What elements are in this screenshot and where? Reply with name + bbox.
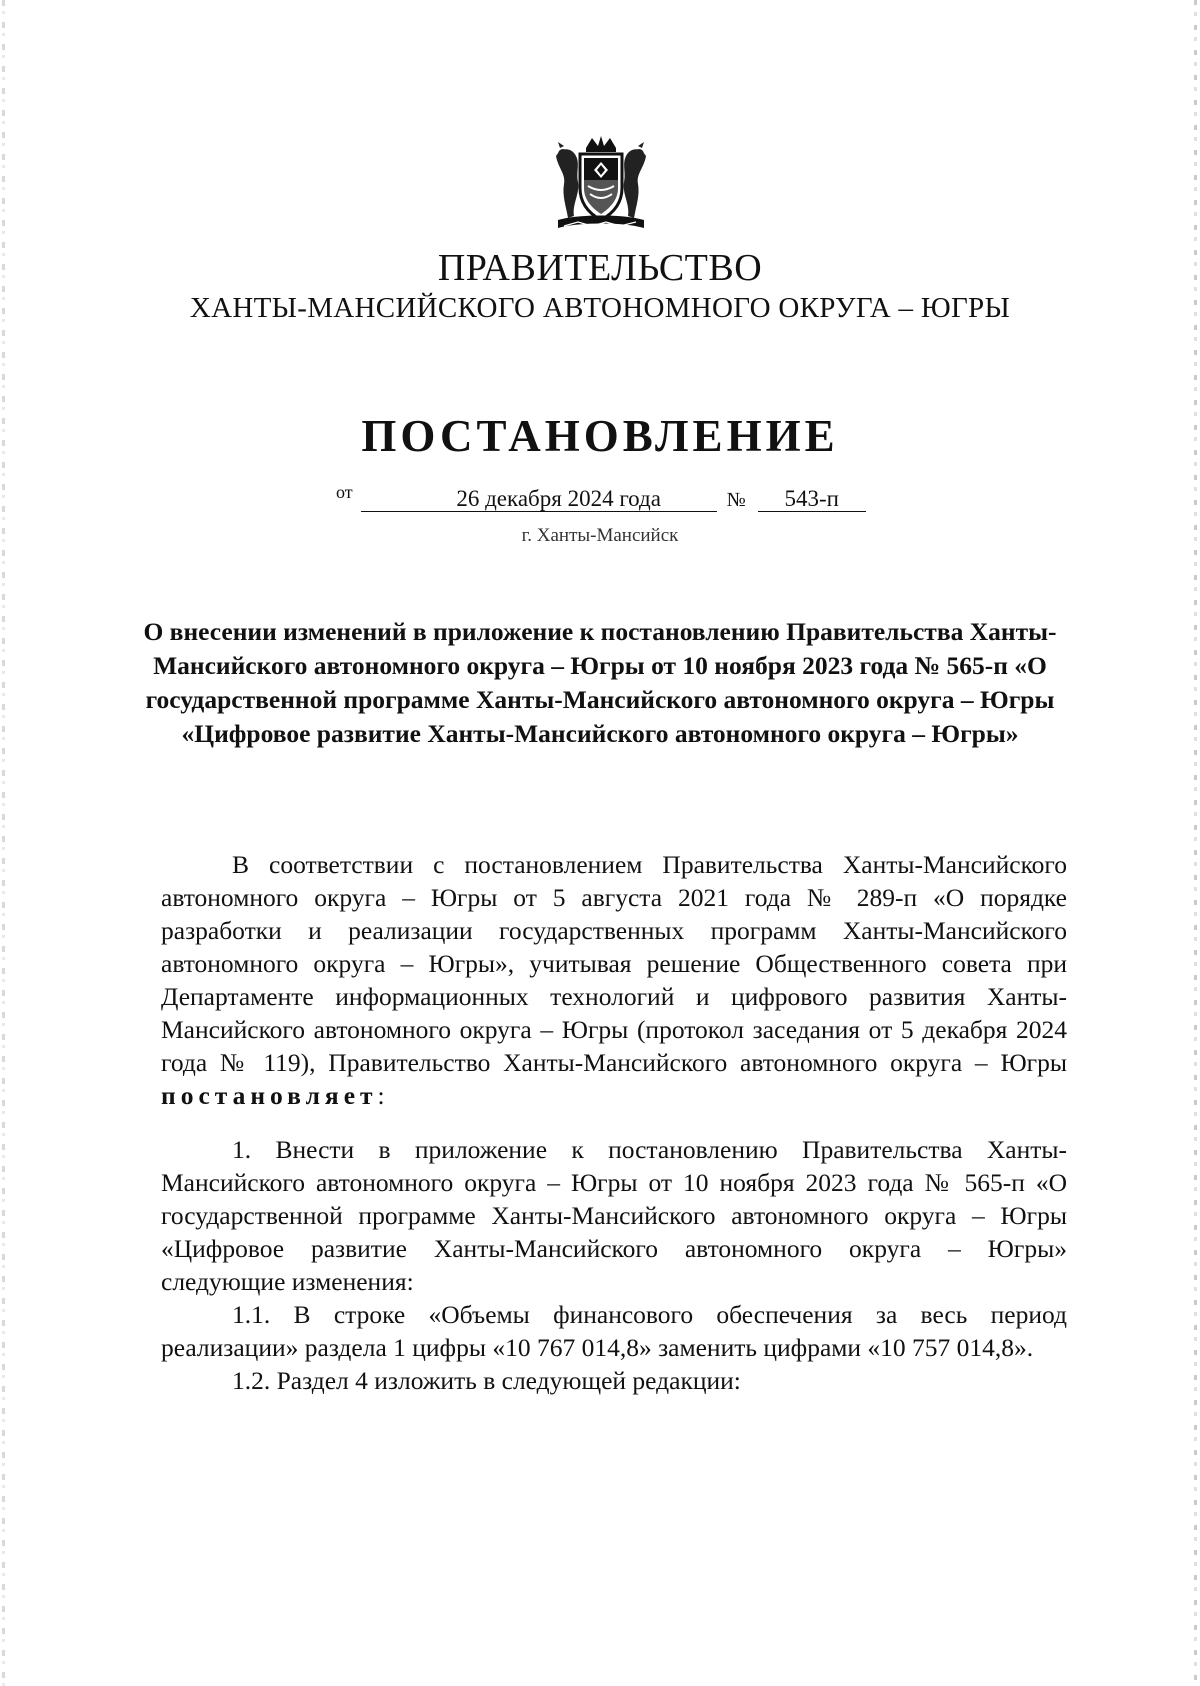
coat-of-arms-icon	[548, 134, 654, 234]
number-sign: №	[726, 489, 746, 511]
government-title: ПРАВИТЕЛЬСТВО	[437, 247, 763, 289]
preamble-paragraph	[161, 848, 1067, 1112]
item-1-paragraph: 1. Внести в приложение к постановлению Правительства Ханты-Мансийского автономного округа – Югры от 10 ноября 2023 года № 565-п «О государственной программе Ханты-Мансийского автономного округа – Югры «Цифровое развитие Ханты-Мансийского автономного округа – Югры» следующие изменения:	[161, 1135, 1067, 1296]
date-number-line	[336, 482, 866, 512]
document-title: О внесении изменений в приложение к постановлению Правительства Ханты-Мансийского автономного округа – Югры от 10 ноября 2023 года № 565-п «О государственной программе Ханты-Мансийского автономного округа – Югры «Цифровое развитие Ханты-Мансийского автономного округа – Югры»	[143, 617, 1057, 748]
date-prefix: от	[336, 482, 353, 502]
city: г. Ханты-Мансийск	[521, 525, 679, 546]
region-title: ХАНТЫ-МАНСИЙСКОГО АВТОНОМНОГО ОКРУГА – ЮГРЫ	[189, 292, 1011, 324]
resolves-colon: :	[377, 1081, 385, 1110]
document-date: 26 декабря 2024 года	[361, 487, 717, 512]
item-1-2-paragraph: 1.2. Раздел 4 изложить в следующей редакции:	[232, 1366, 741, 1395]
document-type: ПОСТАНОВЛЕНИЕ	[361, 411, 839, 461]
item-1-1-paragraph: 1.1. В строке «Объемы финансового обеспечения за весь период реализации» раздела 1 цифры «10 767 014,8» заменить цифрами «10 757 014,8».	[161, 1300, 1067, 1362]
preamble-text: В соответствии с постановлением Правительства Ханты-Мансийского автономного округа – Югры от 5 августа 2021 года № 289-п «О порядке разработки и реализации государственных программ Ханты-Мансийского автономного округа – Югры», учитывая решение Общественного совета при Департаменте информационных технологий и цифрового развития Ханты-Мансийского автономного округа – Югры (протокол заседания от 5 декабря 2024 года № 119), Правительство Ханты-Мансийского автономного округа – Югры	[161, 850, 1067, 1077]
resolves-word: постановляет	[161, 1081, 378, 1110]
document-number: 543-п	[758, 487, 866, 512]
